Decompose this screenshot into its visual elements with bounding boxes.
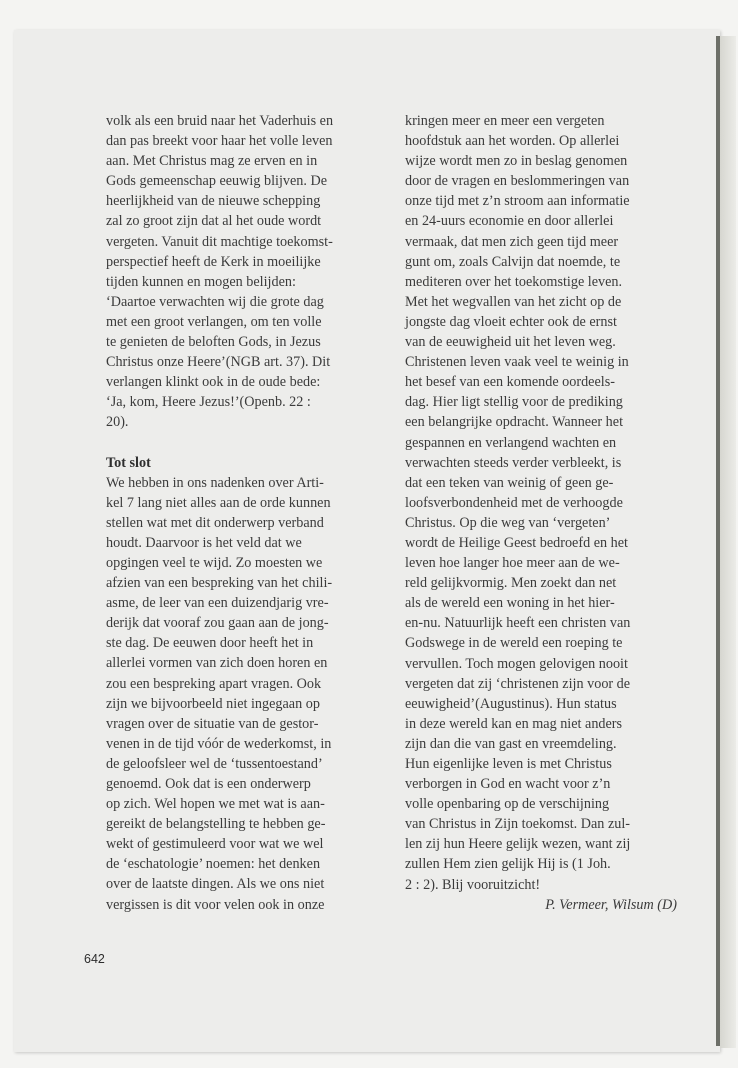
text-line: op zich. Wel hopen we met wat is aan- <box>106 796 325 813</box>
text-line: Christus onze Heere’(NGB art. 37). Dit <box>106 354 331 371</box>
text-line: allerlei vormen van zich doen horen en <box>106 655 328 672</box>
text-line: 2 : 2). Blij vooruitzicht! <box>405 876 541 893</box>
text-line: afzien van een bespreking van het chili- <box>106 575 333 592</box>
left-column <box>106 111 378 915</box>
text-line: leven hoe langer hoe meer aan de we- <box>405 555 620 572</box>
text-line: tijden kunnen en mogen belijden: <box>106 273 296 290</box>
text-line: kel 7 lang niet alles aan de orde kunnen <box>106 494 331 511</box>
text-line: gunt om, zoals Calvijn dat noemde, te <box>405 253 621 270</box>
section-heading: Tot slot <box>106 454 151 471</box>
text-line: van Christus in Zijn toekomst. Dan zul- <box>405 816 631 833</box>
text-line: ‘Ja, kom, Heere Jezus!’(Openb. 22 : <box>106 394 311 411</box>
text-line: ste dag. De eeuwen door heeft het in <box>106 635 314 652</box>
text-line: en-nu. Natuurlijk heeft een christen van <box>405 615 631 632</box>
text-line: de ‘eschatologie’ noemen: het denken <box>106 856 321 873</box>
text-line: dat een teken van weinig of geen ge- <box>405 474 614 491</box>
text-line: te genieten de beloften Gods, in Jezus <box>106 334 321 351</box>
text-line: zal zo groot zijn dat al het oude wordt <box>106 213 322 230</box>
left-paragraph-1 <box>106 111 378 433</box>
text-line: perspectief heeft de Kerk in moeilijke <box>106 253 321 270</box>
text-line: opgingen veel te wijd. Zo moesten we <box>106 554 323 571</box>
text-line: de geloofsleer wel de ‘tussentoestand’ <box>106 755 323 772</box>
text-line: volle openbaring op de verschijning <box>405 796 610 813</box>
text-line: zullen Hem zien gelijk Hij is (1 Joh. <box>405 856 611 873</box>
text-line: Christus. Op die weg van ‘vergeten’ <box>405 514 611 531</box>
right-column <box>405 111 677 915</box>
text-line: len zij hun Heere gelijk wezen, want zij <box>405 836 631 853</box>
text-line: Met het wegvallen van het zicht op de <box>405 293 622 310</box>
text-line: Christenen leven vaak veel te weinig in <box>405 354 629 371</box>
text-line: heerlijkheid van de nieuwe schepping <box>106 193 321 210</box>
text-line: wordt de Heilige Geest bedroefd en het <box>405 534 628 551</box>
text-line: jongste dag vloeit echter ook de ernst <box>405 313 617 330</box>
text-line: zijn dan die van gast en vreemdeling. <box>405 735 617 752</box>
text-line: vergeten dat zij ‘christenen zijn voor de <box>405 675 631 692</box>
text-line: zijn we bijvoorbeeld niet ingegaan op <box>106 695 320 712</box>
text-line: verborgen in God en wacht voor z’n <box>405 776 611 793</box>
text-line: onze tijd met z’n stroom aan informatie <box>405 193 630 210</box>
author-signature: P. Vermeer, Wilsum (D) <box>545 896 677 913</box>
text-line: derijk dat vooraf zou gaan aan de jong- <box>106 615 329 632</box>
right-paragraph <box>405 111 677 895</box>
text-line: Godswege in de wereld een roeping te <box>405 635 623 652</box>
text-line: zou een bespreking apart vragen. Ook <box>106 675 322 692</box>
text-line: als de wereld een woning in het hier- <box>405 595 615 612</box>
text-line: vervullen. Toch mogen gelovigen nooit <box>405 655 628 672</box>
text-line: een belangrijke opdracht. Wanneer het <box>405 414 624 431</box>
text-line: het besef van een komende oordeels- <box>405 374 615 391</box>
text-line: verwachten steeds verder verbleekt, is <box>405 454 622 471</box>
text-line: vergeten. Vanuit dit machtige toekomst- <box>106 233 333 250</box>
text-line: volk als een bruid naar het Vaderhuis en <box>106 113 334 129</box>
page-number: 642 <box>84 952 105 966</box>
left-paragraph-2 <box>106 473 378 915</box>
text-line: dan pas breekt voor haar het volle leven <box>106 133 333 150</box>
text-line: dag. Hier ligt stellig voor de prediking <box>405 394 623 411</box>
text-line: asme, de leer van een duizendjarig vre- <box>106 595 329 612</box>
text-line: 20). <box>106 414 129 431</box>
text-line: vermaak, dat men zich geen tijd meer <box>405 233 619 250</box>
text-line: wekt of gestimuleerd voor wat we wel <box>106 836 324 853</box>
text-line: aan. Met Christus mag ze erven en in <box>106 153 318 170</box>
text-line: houdt. Daarvoor is het veld dat we <box>106 534 302 551</box>
text-line: eeuwigheid’(Augustinus). Hun status <box>405 695 617 712</box>
text-line: genoemd. Ook dat is een onderwerp <box>106 776 311 792</box>
text-line: vragen over de situatie van de gestor- <box>106 715 319 732</box>
text-line: vergissen is dit voor velen ook in onze <box>106 896 325 913</box>
text-line: mediteren over het toekomstige leven. <box>405 273 623 290</box>
text-line: ‘Daartoe verwachten wij die grote dag <box>106 293 324 310</box>
text-line: hoofdstuk aan het worden. Op allerlei <box>405 133 620 150</box>
text-line: en 24-uurs economie en door allerlei <box>405 213 614 230</box>
text-line: verlangen klinkt ook in de oude bede: <box>106 374 321 391</box>
text-line: kringen meer en meer een vergeten <box>405 113 605 129</box>
text-line: stellen wat met dit onderwerp verband <box>106 514 324 531</box>
text-line: gereikt de belangstelling te hebben ge- <box>106 816 326 833</box>
text-line: loofsverbondenheid met de verhoogde <box>405 494 623 511</box>
next-page-edge <box>720 36 736 1048</box>
text-line: met een groot verlangen, om ten volle <box>106 313 322 330</box>
text-line: Hun eigenlijke leven is met Christus <box>405 756 612 772</box>
text-line: in deze wereld kan en mag niet anders <box>405 715 623 732</box>
text-line: gespannen en verlangend wachten en <box>405 434 617 451</box>
text-line: van de eeuwigheid uit het leven weg. <box>405 334 616 351</box>
text-line: We hebben in ons nadenken over Arti- <box>106 474 324 491</box>
text-line: wijze wordt men zo in beslag genomen <box>405 153 628 170</box>
text-line: over de laatste dingen. Als we ons niet <box>106 876 325 893</box>
text-line: door de vragen en beslommeringen van <box>405 173 630 190</box>
text-line: Gods gemeenschap eeuwig blijven. De <box>106 173 328 190</box>
text-line: reld gelijkvormig. Men zoekt dan net <box>405 575 617 592</box>
text-line: venen in de tijd vóór de wederkomst, in <box>106 735 332 752</box>
